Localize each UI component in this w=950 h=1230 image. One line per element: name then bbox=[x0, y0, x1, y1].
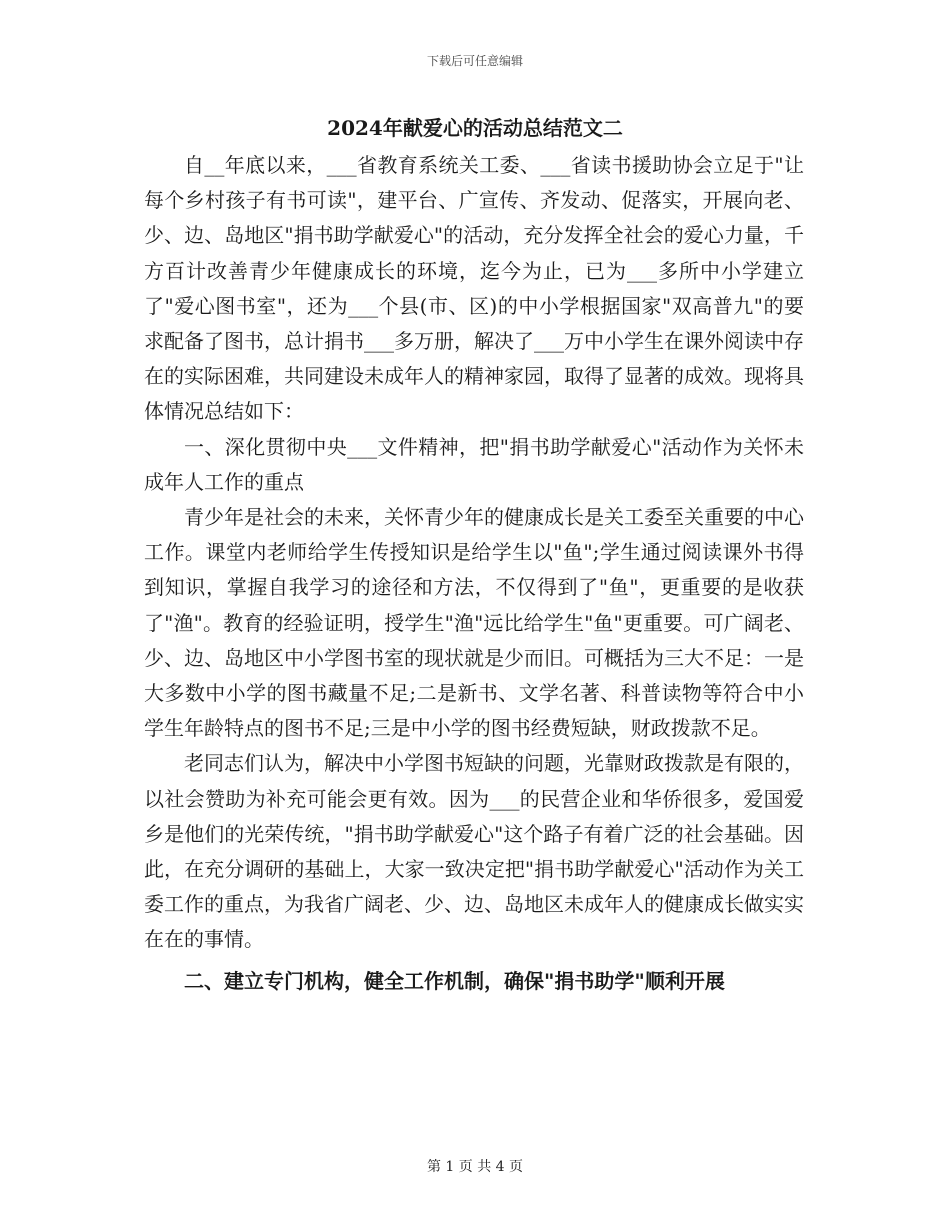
paragraph-intro: 自__年底以来，___省教育系统关工委、___省读书援助协会立足于"让每个乡村孩子有书可读"，建平台、广宣传、齐发动、促落实，开展向老、少、边、岛地区"捐书助学献爱心"的活动，充分发挥全社会的爱心力量，千方百计改善青少年健康成长的环境，迄今为止，已为___多所中小学建立了"爱心图书室"，还为___个县(市、区)的中小学根据国家"双高普九"的要求配备了图书，总计捐书___多万册，解决了___万中小学生在课外阅读中存在的实际困难，共同建设未成年人的精神家园，取得了显著的成效。现将具体情况总结如下： bbox=[144, 153, 804, 424]
document-title: 2024年献爱心的活动总结范文二 bbox=[327, 116, 623, 140]
document-body bbox=[144, 148, 804, 999]
paragraph-youth-importance: 青少年是社会的未来，关怀青少年的健康成长是关工委至关重要的中心工作。课堂内老师给学生传授知识是给学生以"鱼";学生通过阅读课外书得到知识，掌握自我学习的途径和方法，不仅得到了"鱼"，更重要的是收获了"渔"。教育的经验证明，授学生"渔"远比给学生"鱼"更重要。可广阔老、少、边、岛地区中小学图书室的现状就是少而旧。可概括为三大不足：一是大多数中小学的图书藏量不足;二是新书、文学名著、科普读物等符合中小学生年龄特点的图书不足;三是中小学的图书经费短缺，财政拨款不足。 bbox=[144, 505, 804, 741]
page-number: 第 1 页 共 4 页 bbox=[426, 1159, 524, 1175]
paragraph-social-support: 老同志们认为，解决中小学图书短缺的问题，光靠财政拨款是有限的，以社会赞助为补充可能会更有效。因为___的民营企业和华侨很多，爱国爱乡是他们的光荣传统，"捐书助学献爱心"这个路子有着广泛的社会基础。因此，在充分调研的基础上，大家一致决定把"捐书助学献爱心"活动作为关工委工作的重点，为我省广阔老、少、边、岛地区未成年人的健康成长做实实在在的事情。 bbox=[144, 751, 804, 952]
header-note: 下载后可任意编辑 bbox=[426, 54, 523, 68]
section-two-heading: 二、建立专门机构，健全工作机制，确保"捐书助学"顺利开展 bbox=[184, 968, 725, 993]
paragraph-section-one-heading: 一、深化贯彻中央___文件精神，把"捐书助学献爱心"活动作为关怀未成年人工作的重点 bbox=[144, 434, 804, 494]
